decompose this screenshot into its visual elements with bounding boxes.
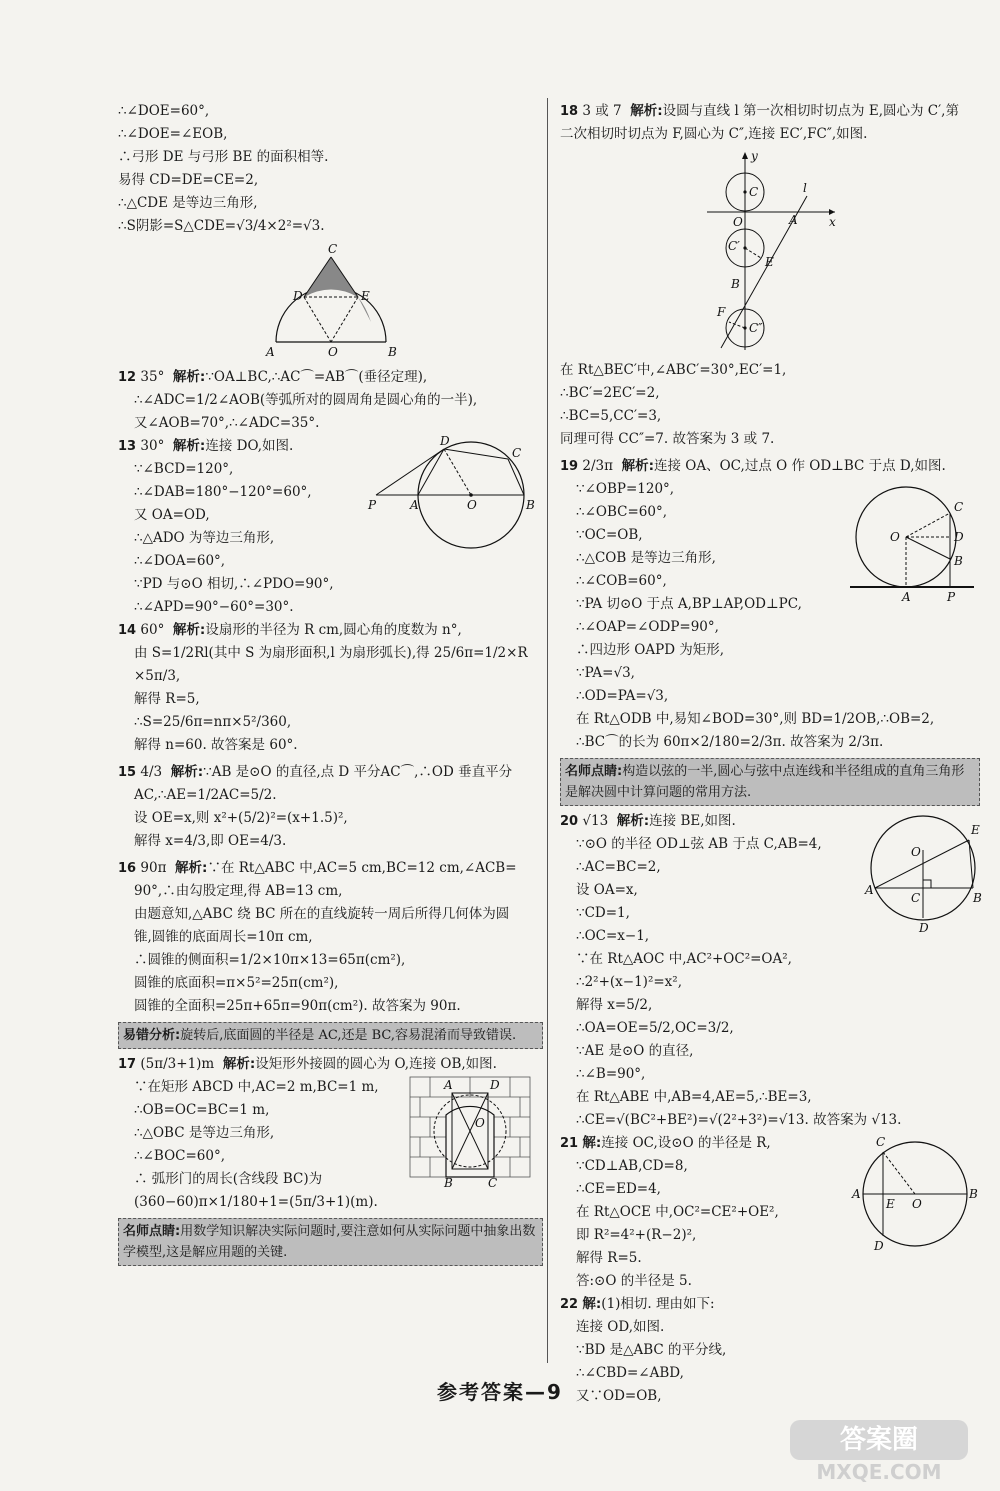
text-line: ∴∠APD=90°−60°=30°.: [134, 599, 294, 615]
box-text: 旋转后,底面圆的半径是 AC,还是 BC,容易混淆而导致错误.: [180, 1028, 517, 1043]
label-a: A: [852, 1187, 861, 1201]
text-line: ∴∠CBD=∠ABD,: [576, 1365, 684, 1381]
text-line: ∴OC=x−1,: [576, 928, 650, 944]
label-o: O: [327, 345, 338, 359]
solution-label: 解:: [582, 1296, 602, 1312]
text-line: ∵∠OBP=120°,: [576, 481, 675, 497]
figure-20-diagram: [865, 810, 980, 935]
text-line: 解得 x=4/3,即 OE=4/3.: [134, 833, 287, 849]
box-text: 用数学知识解决实际问题时,要注意如何从实际问题中抽象出数学模型,这是解应用题的关键.: [123, 1224, 536, 1260]
label-a: A: [865, 883, 874, 897]
answer: 2/3π: [582, 458, 613, 474]
q11-continuation: [118, 100, 543, 238]
text-line: ∵BD 是△ABC 的平分线,: [576, 1342, 727, 1358]
text-line: ∵OA⊥BC,∴AC⌒=AB⌒(垂径定理),: [205, 369, 428, 385]
text-line: ∵PA=√3,: [576, 665, 635, 681]
text-line: 又 OA=OD,: [134, 507, 210, 523]
text-line: 设圆与直线 l 第一次相切时切点为 E,圆心为 C′,第: [662, 103, 959, 119]
text-line: 设 OA=x,: [576, 882, 638, 898]
label-p: P: [368, 498, 377, 512]
label-b: B: [969, 1187, 978, 1201]
watermark: [790, 1420, 970, 1484]
question-number: 14: [118, 623, 137, 638]
text-line: 设矩形外接圆的圆心为 O,连接 OB,如图.: [255, 1056, 497, 1072]
text-line: 二次相切时切点为 F,圆心为 C″,连接 EC′,FC″,如图.: [560, 126, 868, 142]
label-o: O: [911, 845, 921, 859]
figure-13-diagram: [366, 435, 536, 555]
text-line: 又∠AOB=70°,∴∠ADC=35°.: [134, 415, 320, 431]
text-line: ∴∠OAP=∠ODP=90°,: [576, 619, 719, 635]
label-d: D: [490, 1078, 500, 1092]
text-line: 解得 R=5.: [576, 1250, 642, 1266]
analysis-label: 解析:: [172, 622, 206, 638]
analysis-label: 解析:: [172, 438, 206, 454]
text-line: 在 Rt△BEC′中,∠ABC′=30°,EC′=1,: [560, 362, 787, 378]
label-d: D: [874, 1239, 884, 1253]
question-21: [560, 1132, 980, 1293]
text-line: ∴S=25/6π=nπ×5²/360,: [134, 714, 292, 730]
question-number: 17: [118, 1057, 137, 1072]
text-line: ∴ 弧形门的周长(含线段 BC)为: [134, 1171, 323, 1187]
analysis-label: 解析:: [175, 860, 208, 876]
text-line: ∴∠DOA=60°,: [134, 553, 226, 569]
teacher-tip-box: [118, 1218, 543, 1266]
text-line: (1)相切. 理由如下:: [601, 1296, 715, 1312]
label-c: C: [512, 446, 522, 460]
text-line: ∴∠DOE=∠EOB,: [118, 126, 228, 142]
label-b: B: [731, 277, 740, 291]
column-divider: [547, 98, 548, 1363]
question-13: [118, 435, 543, 619]
label-o: O: [475, 1116, 485, 1130]
answer: (5π/3+1)m: [140, 1056, 215, 1072]
text-line: ×5π/3,: [134, 668, 181, 684]
text-line: 解得 n=60. 故答案是 60°.: [134, 737, 298, 753]
figure-21-diagram: [850, 1132, 980, 1257]
text-line: ∵在 Rt△ABC 中,AC=5 cm,BC=12 cm,∠ACB=: [207, 860, 517, 876]
question-number: 16: [118, 861, 137, 876]
question-number: 12: [118, 370, 137, 385]
watermark-logo: 答案圈: [790, 1420, 968, 1460]
label-a: A: [789, 213, 798, 227]
watermark-url: MXQE.COM: [816, 1460, 942, 1484]
text-line: ∵AB 是⊙O 的直径,点 D 平分AC⌒,∴OD 垂直平分: [203, 764, 513, 780]
text-line: ∵AE 是⊙O 的直径,: [576, 1043, 694, 1059]
teacher-tip-box: [560, 758, 980, 806]
text-line: 解得 x=5/2,: [576, 997, 653, 1013]
text-line: 由题意知,△ABC 绕 BC 所在的直线旋转一周后所得几何体为圆: [134, 906, 510, 922]
analysis-label: 解析:: [630, 103, 663, 119]
text-line: ∵在 Rt△AOC 中,AC²+OC²=OA²,: [576, 951, 792, 967]
text-line: ∴OB=OC=BC=1 m,: [134, 1102, 270, 1118]
left-column: [118, 100, 543, 1270]
text-line: ∴OD=PA=√3,: [576, 688, 669, 704]
page-footer: 参考答案—9: [437, 1380, 563, 1404]
label-p: P: [947, 590, 956, 604]
text-line: ∴△COB 是等边三角形,: [576, 550, 716, 566]
text-line: 同理可得 CC″=7. 故答案为 3 或 7.: [560, 431, 775, 447]
figure-19-diagram: [850, 483, 975, 603]
label-o: O: [733, 215, 743, 229]
question-20: [560, 810, 980, 1132]
question-12: [118, 366, 543, 435]
label-c: C: [954, 500, 964, 514]
text-line: ∴弓形 DE 与弓形 BE 的面积相等.: [118, 149, 329, 165]
text-line: 连接 OA、OC,过点 O 作 OD⊥BC 于点 D,如图.: [654, 458, 946, 474]
analysis-label: 解析:: [621, 458, 654, 474]
label-b: B: [954, 554, 963, 568]
solution-label: 解:: [582, 1135, 602, 1151]
right-column: [560, 100, 980, 1408]
text-line: 圆锥的全面积=25π+65π=90π(cm²). 故答案为 90π.: [134, 998, 461, 1014]
label-e: E: [886, 1197, 895, 1211]
figure-17-diagram: [408, 1075, 533, 1190]
label-d: D: [919, 921, 929, 935]
text-line: ∴∠COB=60°,: [576, 573, 667, 589]
text-line: ∴BC′=2EC′=2,: [560, 385, 660, 401]
answer: 60°: [140, 622, 165, 638]
text-line: ∴∠DAB=180°−120°=60°,: [134, 484, 312, 500]
question-14: [118, 619, 543, 757]
text-line: ∴AC=BC=2,: [576, 859, 661, 875]
answer: 90π: [140, 860, 167, 876]
box-title: 易错分析:: [123, 1028, 181, 1043]
label-o: O: [890, 530, 900, 544]
question-number: 20: [560, 814, 579, 829]
text-line: (360−60)π×1/180+1=(5π/3+1)(m).: [134, 1194, 378, 1210]
label-e: E: [765, 255, 774, 269]
text-line: ∴圆锥的侧面积=1/2×10π×13=65π(cm²),: [134, 952, 406, 968]
label-c: C: [911, 891, 921, 905]
text-line: 90°,∴由勾股定理,得 AB=13 cm,: [134, 883, 343, 899]
text-line: ∵OC=OB,: [576, 527, 643, 543]
label-b: B: [387, 345, 397, 359]
answer: 4/3: [140, 764, 163, 780]
question-number: 13: [118, 439, 137, 454]
label-c: C: [327, 242, 337, 256]
figure-18-diagram: [695, 150, 845, 355]
text-line: ∵在矩形 ABCD 中,AC=2 m,BC=1 m,: [134, 1079, 379, 1095]
analysis-label: 解析:: [616, 813, 650, 829]
label-b: B: [444, 1176, 453, 1190]
label-o: O: [467, 498, 477, 512]
question-18: [560, 100, 980, 451]
label-x: x: [829, 215, 836, 229]
text-line: 在 Rt△ODB 中,易知∠BOD=30°,则 BD=1/2OB,∴OB=2,: [576, 711, 935, 727]
label-e: E: [971, 823, 980, 837]
text-line: AC,∴AE=1/2AC=5/2.: [134, 787, 277, 803]
text-line: ∵CD=1,: [576, 905, 630, 921]
text-line: 锥,圆锥的底面周长=10π cm,: [134, 929, 313, 945]
text-line: 连接 OD,如图.: [576, 1319, 665, 1335]
text-line: ∴∠DOE=60°,: [118, 103, 210, 119]
text-line: ∴S阴影=S△CDE=√3/4×2²=√3.: [118, 218, 325, 234]
text-line: ∴∠ADC=1/2∠AOB(等弧所对的圆周角是圆心角的一半),: [134, 392, 478, 408]
question-number: 19: [560, 459, 579, 474]
question-19: [560, 455, 980, 806]
label-c: C: [488, 1176, 498, 1190]
text-line: 即 R²=4²+(R−2)²,: [576, 1227, 697, 1243]
text-line: ∴△CDE 是等边三角形,: [118, 195, 258, 211]
answer: 3 或 7: [582, 103, 622, 119]
text-line: 解得 R=5,: [134, 691, 200, 707]
text-line: 易得 CD=DE=CE=2,: [118, 172, 259, 188]
label-f: F: [717, 305, 726, 319]
text-line: ∵∠BCD=120°,: [134, 461, 234, 477]
question-number: 18: [560, 104, 579, 119]
label-e: E: [360, 289, 370, 303]
question-number: 15: [118, 765, 137, 780]
question-15: [118, 761, 543, 853]
label-b: B: [526, 498, 535, 512]
label-a: A: [265, 345, 275, 359]
answer: √13: [582, 813, 609, 829]
label-c: C: [876, 1135, 886, 1149]
label-o: O: [912, 1197, 922, 1211]
answer: 30°: [140, 438, 165, 454]
label-a: A: [902, 590, 911, 604]
text-line: ∴OA=OE=5/2,OC=3/2,: [576, 1020, 734, 1036]
label-c-double-prime: C″: [749, 321, 763, 335]
question-number: 21: [560, 1136, 579, 1151]
text-line: 又∵OD=OB,: [576, 1388, 662, 1404]
question-17: [118, 1053, 543, 1266]
label-d: D: [292, 289, 303, 303]
analysis-label: 解析:: [172, 369, 206, 385]
analysis-label: 解析:: [170, 764, 204, 780]
box-title: 名师点睛:: [565, 764, 623, 779]
text-line: ∴△OBC 是等边三角形,: [134, 1125, 275, 1141]
text-line: ∴∠BOC=60°,: [134, 1148, 225, 1164]
label-l: l: [803, 181, 807, 195]
text-line: 在 Rt△OCE 中,OC²=CE²+OE²,: [576, 1204, 779, 1220]
text-line: ∴CE=√(BC²+BE²)=√(2²+3²)=√13. 故答案为 √13.: [576, 1112, 902, 1128]
text-line: ∴BC=5,CC′=3,: [560, 408, 662, 424]
text-line: 答:⊙O 的半径是 5.: [576, 1273, 692, 1289]
text-line: ∵CD⊥AB,CD=8,: [576, 1158, 688, 1174]
figure-11-diagram: [256, 242, 406, 362]
text-line: ∴四边形 OAPD 为矩形,: [576, 642, 725, 658]
text-line: 圆锥的底面积=π×5²=25π(cm²),: [134, 975, 339, 991]
text-line: 连接 BE,如图.: [649, 813, 736, 829]
text-line: ∵⊙O 的半径 OD⊥弦 AB 于点 C,AB=4,: [576, 836, 822, 852]
text-line: 设 OE=x,则 x²+(5/2)²=(x+1.5)²,: [134, 810, 348, 826]
text-line: 连接 DO,如图.: [205, 438, 294, 454]
text-line: ∴CE=ED=4,: [576, 1181, 661, 1197]
text-line: 连接 OC,设⊙O 的半径是 R,: [601, 1135, 771, 1151]
label-d: D: [440, 434, 450, 448]
text-line: ∴2²+(x−1)²=x²,: [576, 974, 682, 990]
error-analysis-box: [118, 1022, 543, 1049]
box-title: 名师点睛:: [123, 1224, 181, 1239]
label-y: y: [751, 149, 758, 163]
label-c: C: [749, 185, 759, 199]
text-line: 设扇形的半径为 R cm,圆心角的度数为 n°,: [205, 622, 462, 638]
label-a: A: [410, 498, 419, 512]
label-a: A: [444, 1078, 453, 1092]
box-text: 构造以弦的一半,圆心与弦中点连线和半径组成的直角三角形是解决圆中计算问题的常用方法.: [565, 764, 965, 800]
answer: 35°: [140, 369, 165, 385]
text-line: ∵PD 与⊙O 相切,∴∠PDO=90°,: [134, 576, 334, 592]
text-line: 在 Rt△ABE 中,AB=4,AE=5,∴BE=3,: [576, 1089, 812, 1105]
question-number: 22: [560, 1297, 579, 1312]
label-d: D: [954, 530, 964, 544]
question-16: [118, 857, 543, 1049]
text-line: ∴BC⌒的长为 60π×2/180=2/3π. 故答案为 2/3π.: [576, 734, 884, 750]
label-c-prime: C′: [728, 239, 740, 253]
text-line: ∵PA 切⊙O 于点 A,BP⊥AP,OD⊥PC,: [576, 596, 802, 612]
text-line: ∴∠B=90°,: [576, 1066, 646, 1082]
label-b: B: [973, 891, 982, 905]
text-line: ∴∠OBC=60°,: [576, 504, 667, 520]
text-line: ∴△ADO 为等边三角形,: [134, 530, 275, 546]
analysis-label: 解析:: [222, 1056, 256, 1072]
text-line: 由 S=1/2Rl(其中 S 为扇形面积,l 为扇形弧长),得 25/6π=1/2×R: [134, 645, 528, 661]
